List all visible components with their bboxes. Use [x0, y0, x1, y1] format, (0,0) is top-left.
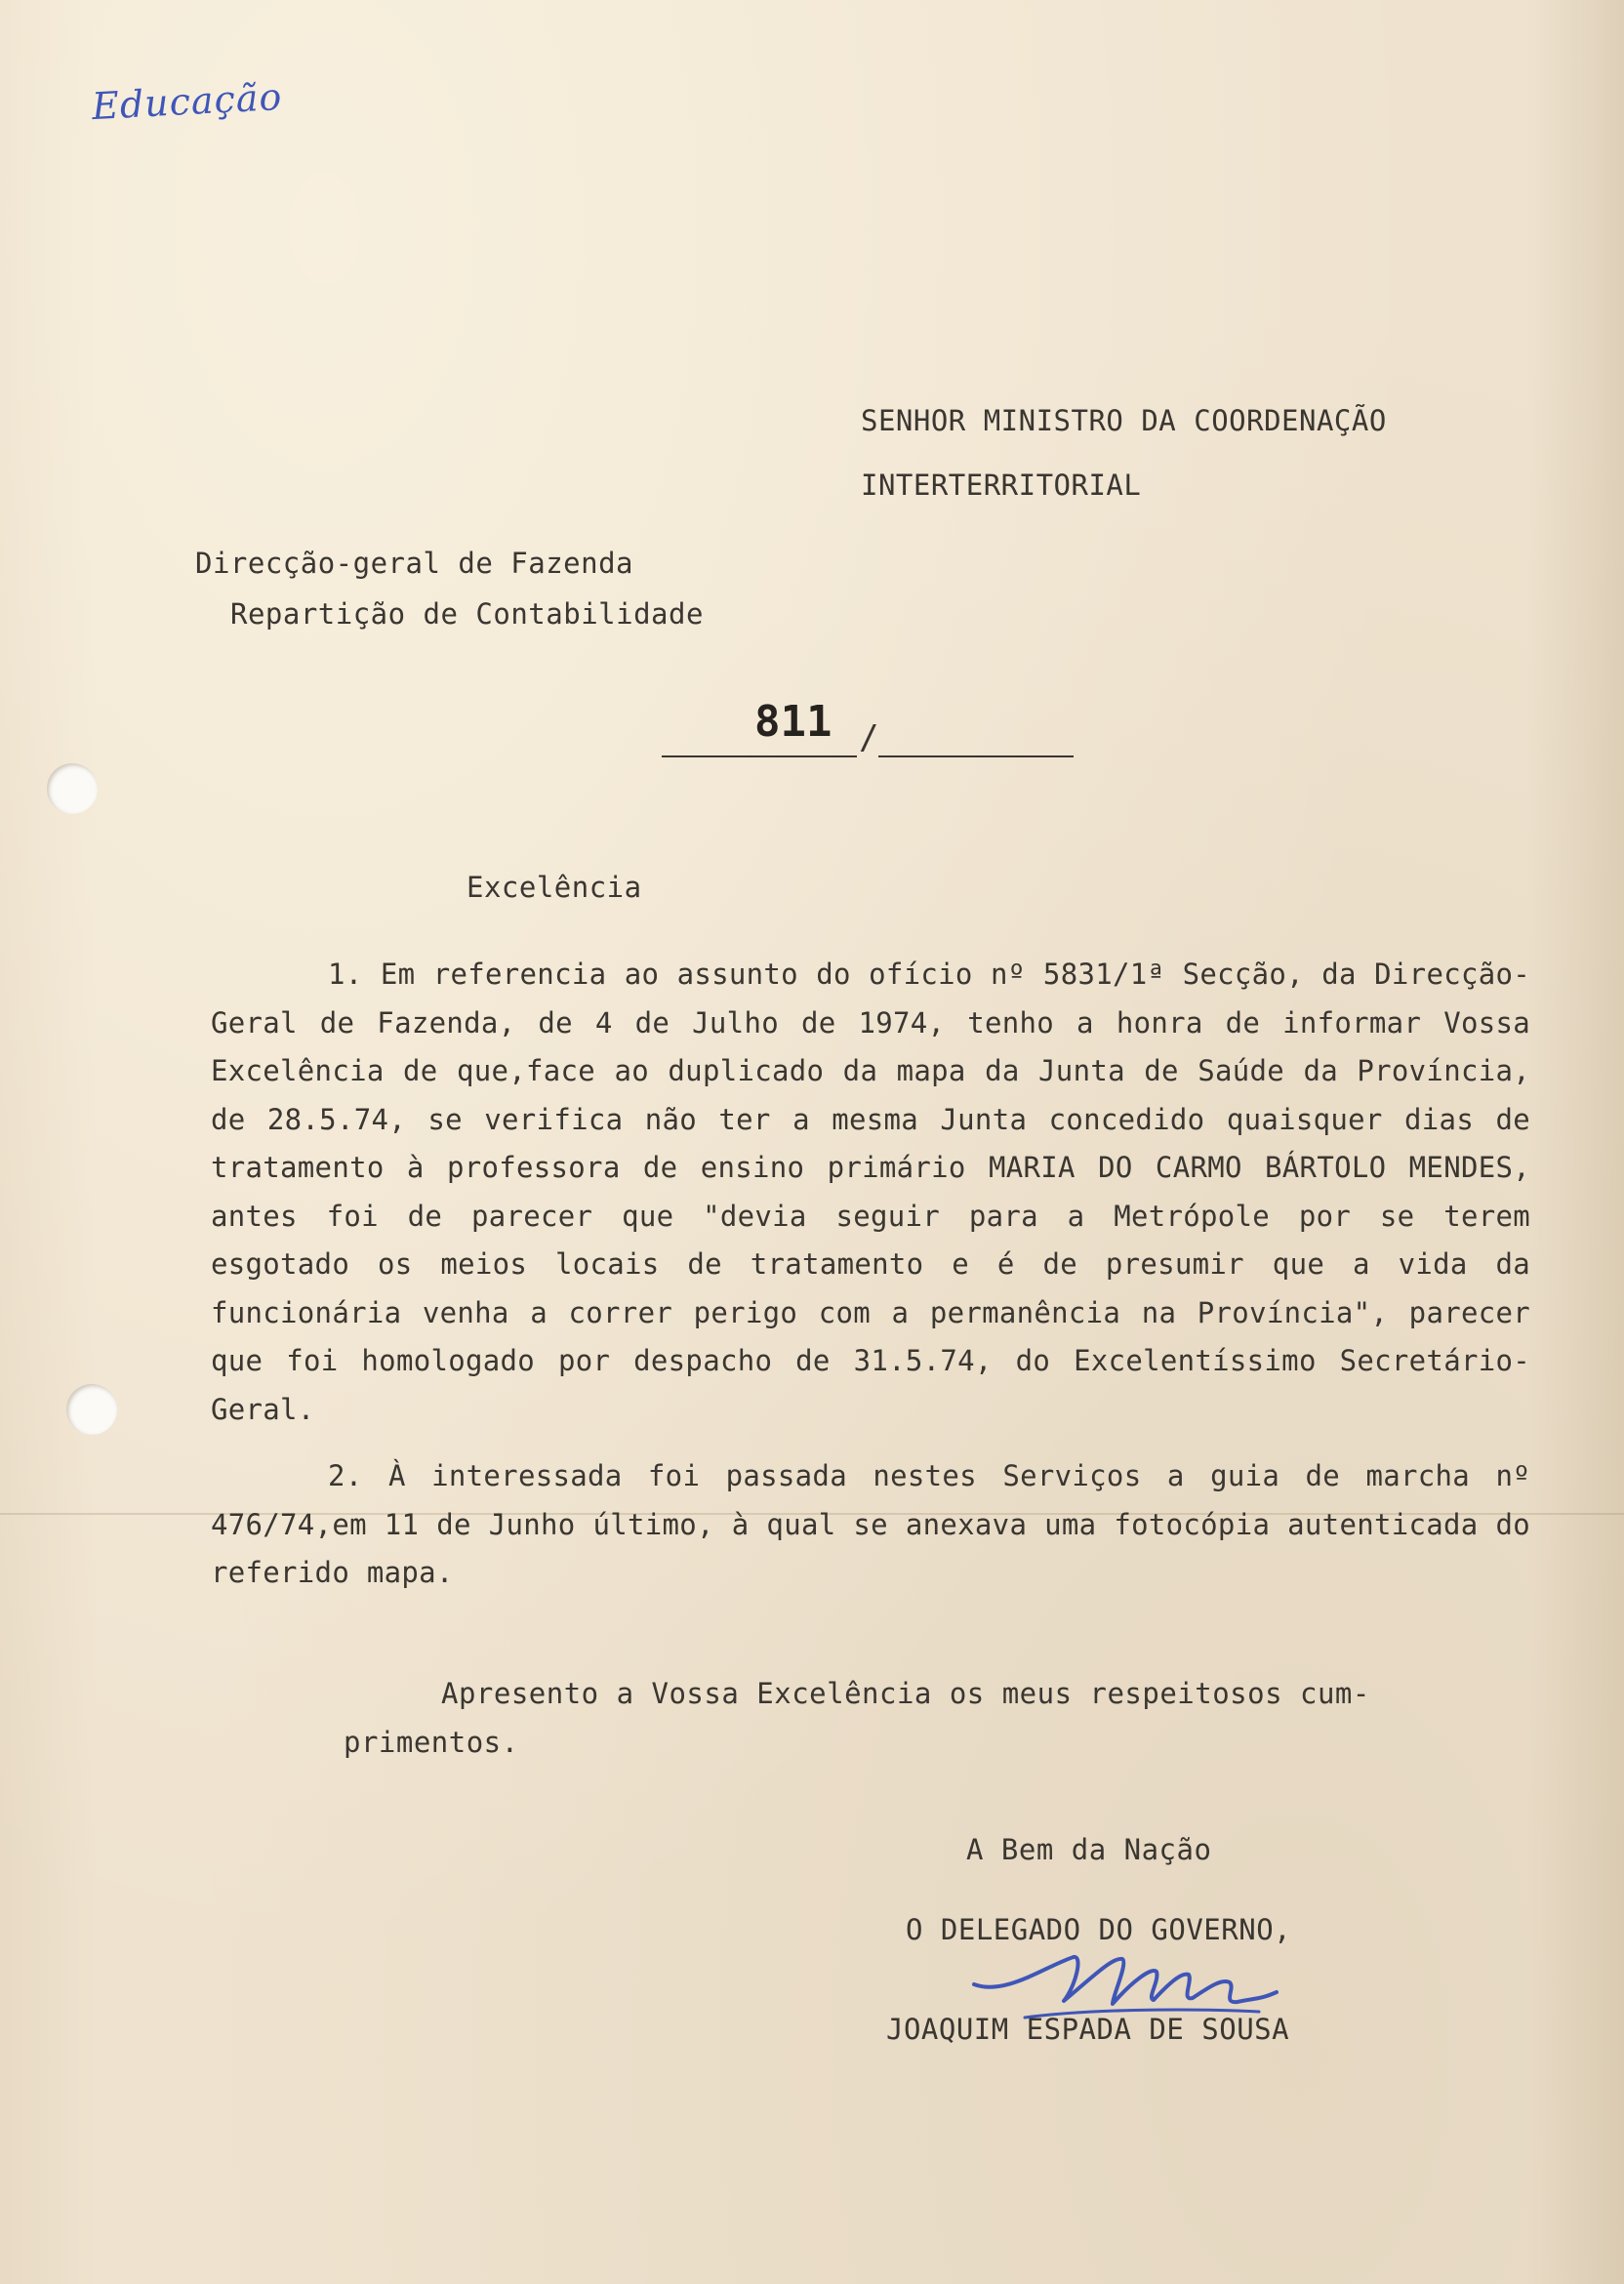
reference-underline-left	[662, 755, 857, 757]
closing-line-2: primentos.	[344, 1726, 519, 1759]
punch-hole	[47, 763, 98, 814]
reference-number-block	[662, 697, 1076, 765]
body-paragraph-2: 2. À interessada foi passada nestes Serviços a guia de marcha nº 476/74,em 11 de Junho último, à qual se anexava uma fotocópia autenticada do referido mapa.	[211, 1459, 1530, 1589]
salutation: Excelência	[467, 871, 642, 904]
handwritten-note: Educação	[90, 74, 284, 129]
body-paragraph-1: 1. Em referencia ao assunto do ofício nº 5831/1ª Secção, da Direcção-Geral de Fazenda, de 4 de Julho de 1974, tenho a honra de informar Vossa Excelência de que,face ao duplicado da mapa da Junta de Saúde da Província, de 28.5.74, se verifica não ter a mesma Junta concedido quaisquer dias de tratamento à professora de ensino primário MARIA DO CARMO BÁRTOLO MENDES, antes foi de parecer que "devia seguir para a Metrópole por se terem esgotado os meios locais de tratamento e é de presumir que a vida da funcionária venha a correr perigo com a permanência na Província", parecer que foi homologado por despacho de 31.5.74, do Excelentíssimo Secretário-Geral.	[211, 958, 1530, 1426]
closing-line-1: Apresento a Vossa Excelência os meus respeitosos cum-	[441, 1677, 1370, 1710]
addressee-line-2: INTERTERRITORIAL	[861, 469, 1142, 502]
signatory-title: O DELEGADO DO GOVERNO,	[906, 1913, 1292, 1946]
reference-number: 811	[754, 697, 832, 747]
reference-underline-right	[878, 755, 1074, 757]
punch-hole	[66, 1384, 117, 1435]
signature-motto: A Bem da Nação	[966, 1833, 1212, 1866]
department-line-1: Direcção-geral de Fazenda	[195, 547, 633, 580]
signatory-name: JOAQUIM ESPADA DE SOUSA	[886, 2013, 1290, 2046]
reference-separator: /	[859, 718, 879, 757]
department-line-2: Repartição de Contabilidade	[230, 597, 704, 631]
addressee-line-1: SENHOR MINISTRO DA COORDENAÇÃO	[861, 404, 1387, 437]
